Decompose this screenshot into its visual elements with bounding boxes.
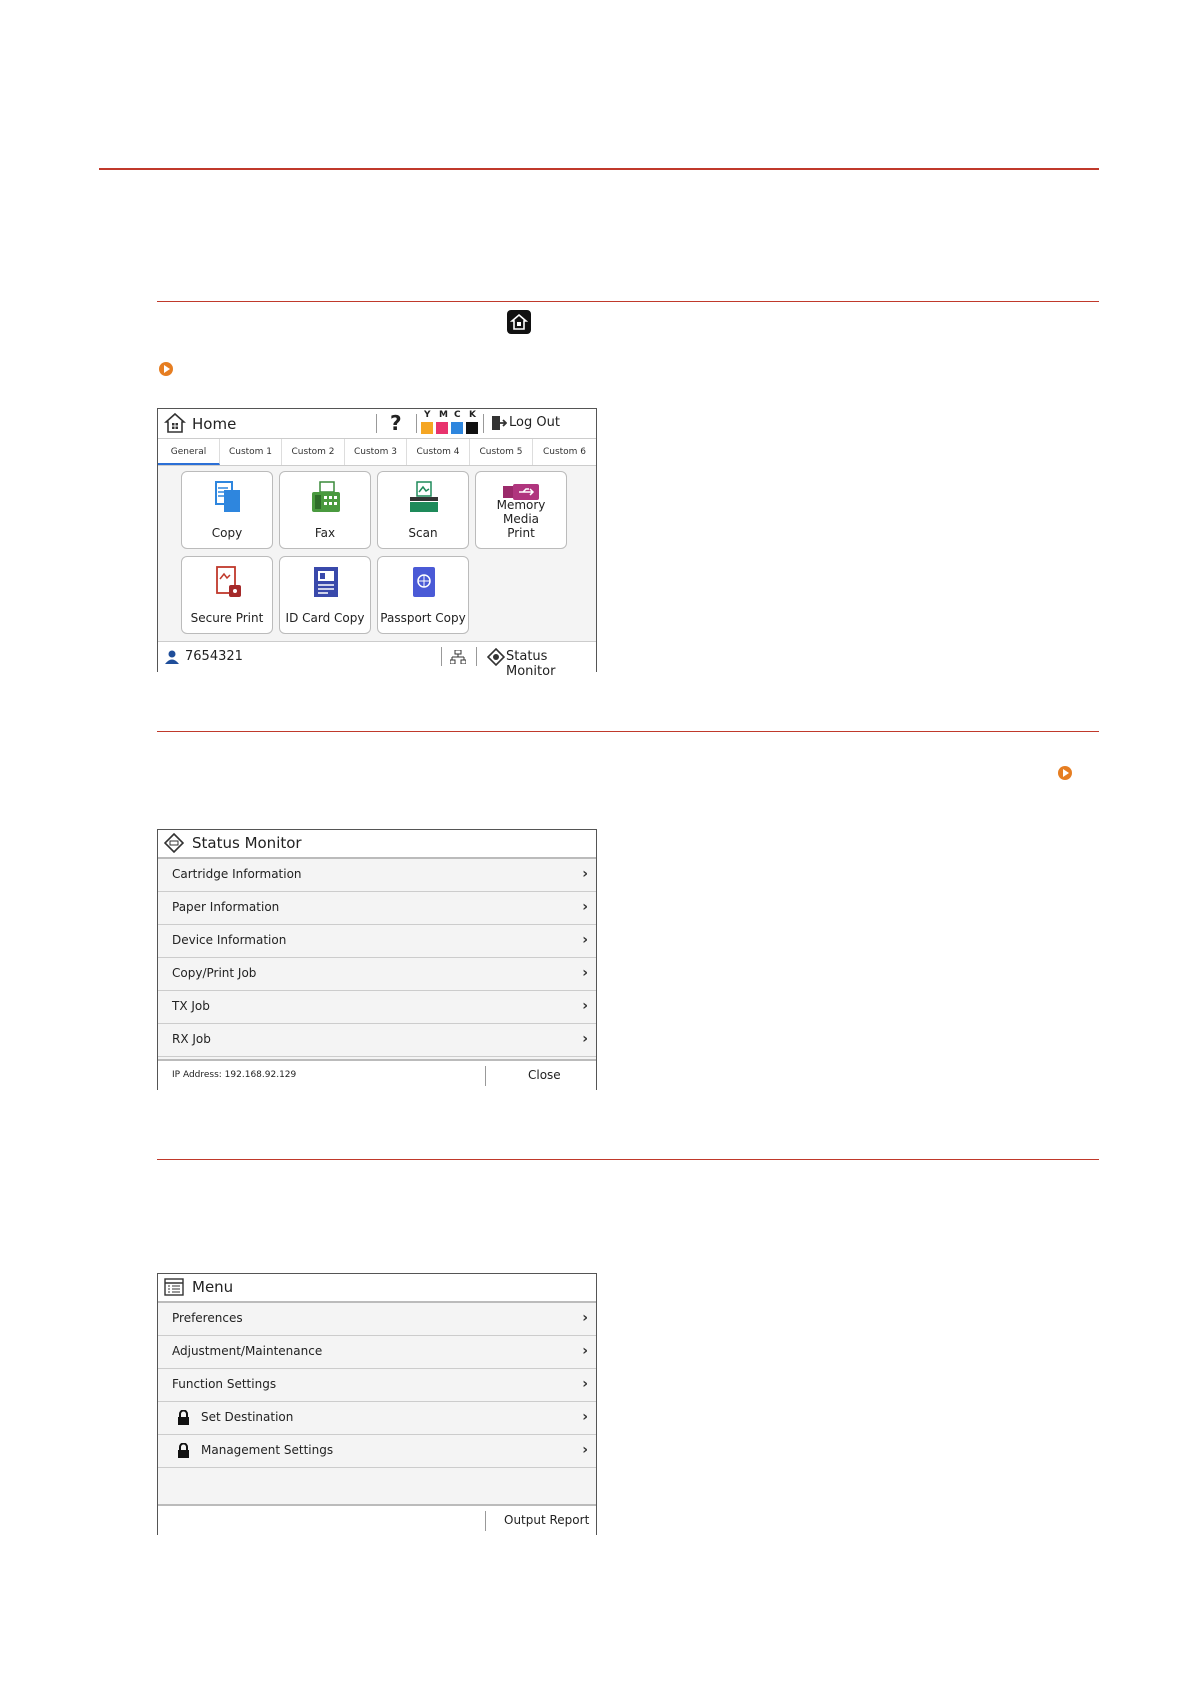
list-item-label: Adjustment/Maintenance xyxy=(172,1344,323,1358)
menu-header xyxy=(158,1274,596,1303)
home-title: Home xyxy=(192,415,237,433)
ip-address: IP Address: 192.168.92.129 xyxy=(172,1070,297,1080)
home-icon xyxy=(164,412,186,438)
link-arrow-icon[interactable] xyxy=(159,362,173,376)
list-item[interactable] xyxy=(158,1303,596,1336)
user-icon xyxy=(165,650,179,668)
list-item[interactable] xyxy=(158,1402,596,1435)
top-rule xyxy=(99,168,1099,170)
status-monitor-icon xyxy=(164,833,184,857)
status-monitor-icon[interactable] xyxy=(487,648,505,670)
help-button[interactable]: ? xyxy=(390,411,402,435)
scan-icon xyxy=(408,480,440,516)
tab-custom-4[interactable]: Custom 4 xyxy=(407,439,470,465)
list-item-label: RX Job xyxy=(172,1032,211,1046)
status-monitor-screen xyxy=(157,829,597,1090)
status-monitor-header xyxy=(158,830,596,859)
menu-title: Menu xyxy=(192,1278,234,1296)
list-item[interactable] xyxy=(158,958,596,991)
copy-icon xyxy=(212,480,244,516)
fax-icon xyxy=(310,480,342,516)
section-rule-2 xyxy=(157,731,1099,732)
ink-level-m[interactable] xyxy=(436,422,448,434)
list-item-label: Paper Information xyxy=(172,900,280,914)
list-item-label: Cartridge Information xyxy=(172,867,302,881)
divider xyxy=(416,414,417,433)
memory-media-print-label: Memory Media Print xyxy=(496,498,546,540)
network-icon xyxy=(450,650,466,668)
list-item-label: Set Destination xyxy=(201,1410,294,1424)
lock-icon xyxy=(177,1443,190,1462)
user-id: 7654321 xyxy=(185,649,243,664)
list-item[interactable] xyxy=(158,892,596,925)
divider xyxy=(376,414,377,433)
ink-level-k[interactable] xyxy=(466,422,478,434)
divider xyxy=(485,1511,486,1531)
list-item-label: Copy/Print Job xyxy=(172,966,257,980)
secure-print-icon xyxy=(212,565,244,601)
list-item-label: Preferences xyxy=(172,1311,243,1325)
fax-label: Fax xyxy=(314,526,336,540)
secure-print-label: Secure Print xyxy=(190,611,264,625)
list-item[interactable] xyxy=(158,1369,596,1402)
tab-custom-2[interactable]: Custom 2 xyxy=(282,439,345,465)
passport-copy-tile[interactable] xyxy=(377,556,469,634)
chevron-right-icon: › xyxy=(582,1343,588,1359)
lock-icon xyxy=(177,1410,190,1429)
logout-button[interactable]: Log Out xyxy=(509,415,560,430)
divider xyxy=(483,414,484,433)
list-item-label: TX Job xyxy=(172,999,210,1013)
status-monitor-button[interactable]: Status Monitor xyxy=(506,649,556,679)
copy-label: Copy xyxy=(211,526,243,540)
ink-label-y: Y xyxy=(424,410,431,420)
copy-tile[interactable] xyxy=(181,471,273,549)
divider xyxy=(476,647,477,666)
list-item[interactable] xyxy=(158,991,596,1024)
passport-copy-label: Passport Copy xyxy=(380,611,466,625)
menu-screen xyxy=(157,1273,597,1535)
chevron-right-icon: › xyxy=(582,1031,588,1047)
link-arrow-icon[interactable] xyxy=(1058,766,1072,780)
section-rule-1 xyxy=(157,301,1099,302)
divider xyxy=(441,647,442,666)
home-footer xyxy=(158,641,596,679)
chevron-right-icon: › xyxy=(582,866,588,882)
output-report-button[interactable]: Output Report xyxy=(504,1513,590,1527)
ink-label-k: K xyxy=(469,410,476,420)
ink-label-c: C xyxy=(454,410,461,420)
status-monitor-footer xyxy=(158,1059,596,1091)
passport-icon xyxy=(408,565,440,601)
status-monitor-title: Status Monitor xyxy=(192,834,302,852)
chevron-right-icon: › xyxy=(582,1442,588,1458)
list-item-label: Management Settings xyxy=(201,1443,334,1457)
fax-tile[interactable] xyxy=(279,471,371,549)
list-item[interactable] xyxy=(158,925,596,958)
tab-custom-5[interactable]: Custom 5 xyxy=(470,439,533,465)
secure-print-tile[interactable] xyxy=(181,556,273,634)
list-item[interactable] xyxy=(158,1435,596,1468)
close-button[interactable]: Close xyxy=(528,1068,561,1082)
ink-level-y[interactable] xyxy=(421,422,433,434)
chevron-right-icon: › xyxy=(582,1409,588,1425)
menu-icon xyxy=(164,1277,184,1301)
menu-footer xyxy=(158,1504,596,1536)
list-item-label: Device Information xyxy=(172,933,287,947)
memory-media-print-tile[interactable] xyxy=(475,471,567,549)
tab-bar xyxy=(158,439,596,466)
list-item-label: Function Settings xyxy=(172,1377,277,1391)
tab-custom-1[interactable]: Custom 1 xyxy=(220,439,282,465)
home-header xyxy=(158,409,596,439)
tab-custom-6[interactable]: Custom 6 xyxy=(542,447,587,457)
list-item[interactable] xyxy=(158,1336,596,1369)
divider xyxy=(485,1066,486,1086)
chevron-right-icon: › xyxy=(582,899,588,915)
scan-label: Scan xyxy=(408,526,438,540)
scan-tile[interactable] xyxy=(377,471,469,549)
chevron-right-icon: › xyxy=(582,1376,588,1392)
ink-level-c[interactable] xyxy=(451,422,463,434)
ink-label-m: M xyxy=(439,410,448,420)
tab-custom-3[interactable]: Custom 3 xyxy=(345,439,407,465)
chevron-right-icon: › xyxy=(582,1310,588,1326)
id-card-icon xyxy=(310,565,342,601)
home-screen xyxy=(157,408,597,679)
home-key-icon xyxy=(507,310,531,334)
id-card-copy-label: ID Card Copy xyxy=(285,611,365,625)
list-item[interactable] xyxy=(158,859,596,892)
chevron-right-icon: › xyxy=(582,965,588,981)
chevron-right-icon: › xyxy=(582,932,588,948)
list-item[interactable] xyxy=(158,1024,596,1057)
section-rule-3 xyxy=(157,1159,1099,1160)
tab-general[interactable]: General xyxy=(158,439,220,465)
logout-icon[interactable] xyxy=(491,415,507,435)
chevron-right-icon: › xyxy=(582,998,588,1014)
id-card-copy-tile[interactable] xyxy=(279,556,371,634)
